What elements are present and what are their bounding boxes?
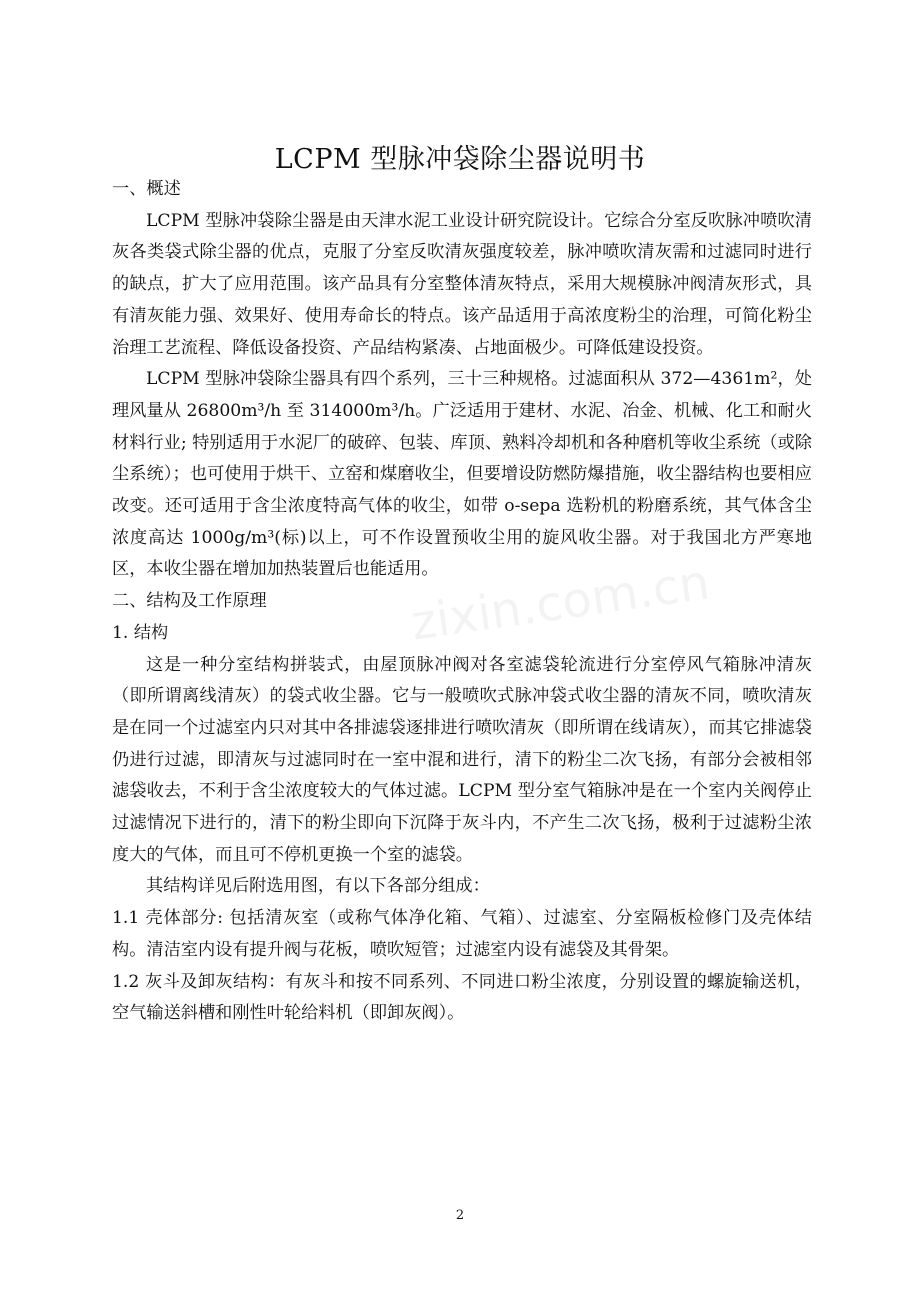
document-title: LCPM 型脉冲袋除尘器说明书 xyxy=(274,144,646,175)
structure-paragraph-1: 这是一种分室结构拼装式，由屋顶脉冲阀对各室滤袋轮流进行分室停风气箱脉冲清灰（即所谓离线清灰）的袋式收尘器。它与一般喷吹式脉冲袋式收尘器的清灰不同，喷吹清灰是在同一个过滤室内只对其中各排滤袋逐排进行喷吹清灰（即所谓在线请灰），而其它排滤袋仍进行过滤，即清灰与过滤同时在一室中混和进行，清下的粉尘二次飞扬，有部分会被相邻滤袋收去，不利于含尘浓度较大的气体过滤。LCPM 型分室气箱脉冲是在一个室内关阀停止过滤情况下进行的，清下的粉尘即向下沉降于灰斗内，不产生二次飞扬，极利于过滤粉尘浓度大的气体，而且可不停机更换一个室的滤袋。 xyxy=(112,654,812,865)
overview-paragraph-2: LCPM 型脉冲袋除尘器具有四个系列，三十三种规格。过滤面积从 372—4361m²，处理风量从 26800m³/h 至 314000m³/h。广泛适用于建材、水泥、冶金、机械、化工和耐火材料行业; 特别适用于水泥厂的破碎、包装、库顶、熟料冷却机和各种磨机等收尘系统（或除尘系统）；也可使用于烘干、立窑和煤磨收尘，但要增设防燃防爆措施，收尘器结构也要相应改变。还可适用于含尘浓度特高气体的收尘，如带 o-sepa 选粉机的粉磨系统，其气体含尘浓度高达 1000g/m³(标)以上，可不作设置预收尘用的旋风收尘器。对于我国北方严寒地区，本收尘器在增加加热装置后也能适用。 xyxy=(112,369,812,580)
section-heading-structure-principle: 二、结构及工作原理 xyxy=(112,591,267,612)
structure-paragraph-2: 其结构详见后附选用图，有以下各部分组成： xyxy=(146,876,490,897)
structure-item-1-1: 1.1 壳体部分: 包括清灰室（或称气体净化箱、气箱）、过滤室、分室隔板检修门及壳体结构。清洁室内设有提升阀与花板，喷吹短管；过滤室内设有滤袋及其骨架。 xyxy=(112,908,812,960)
page-number: 2 xyxy=(455,1208,465,1223)
watermark-text: zixin.com.cn xyxy=(407,554,713,652)
subsection-heading-structure: 1. 结构 xyxy=(112,622,169,643)
overview-paragraph-1: LCPM 型脉冲袋除尘器是由天津水泥工业设计研究院设计。它综合分室反吹脉冲喷吹清灰各类袋式除尘器的优点，克服了分室反吹清灰强度较差，脉冲喷吹清灰需和过滤同时进行的缺点，扩大了应用范围。该产品具有分室整体清灰特点，采用大规模脉冲阀清灰形式，具有清灰能力强、效果好、使用寿命长的特点。该产品适用于高浓度粉尘的治理，可简化粉尘治理工艺流程、降低设备投资、产品结构紧凑、占地面极少。可降低建设投资。 xyxy=(112,210,812,358)
document-body xyxy=(112,174,812,1030)
section-heading-overview: 一、概述 xyxy=(112,179,181,199)
structure-item-1-2: 1.2 灰斗及卸灰结构：有灰斗和按不同系列、不同进口粉尘浓度，分别设置的螺旋输送机，空气输送斜槽和刚性叶轮给料机（即卸灰阀）。 xyxy=(112,971,812,1024)
